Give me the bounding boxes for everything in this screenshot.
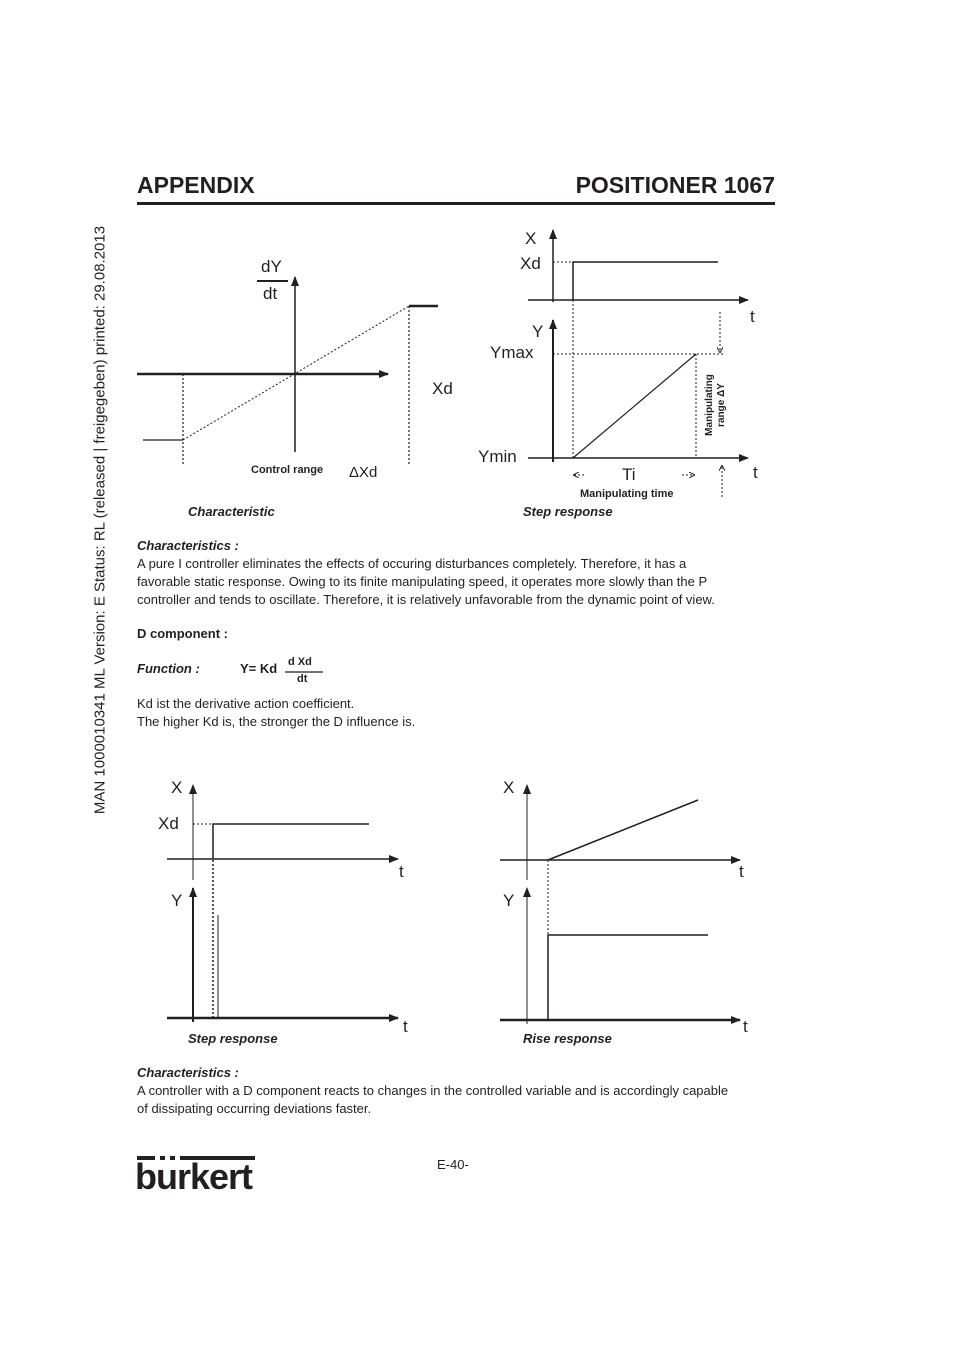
ymax-label: Ymax: [490, 343, 534, 362]
function-label: Function :: [137, 661, 200, 676]
paragraph-line: Kd ist the derivative action coefficient.: [137, 696, 355, 711]
rise-response-caption: Rise response: [523, 1031, 612, 1046]
t-axis-label: t: [739, 862, 744, 881]
t-axis-label: t: [743, 1017, 748, 1036]
t-axis-label: t: [403, 1017, 408, 1036]
paragraph-line: The higher Kd is, the stronger the D influence is.: [137, 714, 416, 729]
xd-label: Xd: [520, 254, 541, 273]
dt-label: dt: [263, 284, 278, 303]
x-axis-label: X: [525, 229, 537, 248]
step-response-caption: Step response: [188, 1031, 278, 1046]
t-axis-label: t: [399, 862, 404, 881]
logo-text: burkert: [135, 1156, 253, 1197]
ymin-label: Ymin: [478, 447, 517, 466]
d-step-response-diagram: [167, 785, 398, 1022]
delta-xd-label: ΔXd: [349, 464, 378, 481]
manipulating-range-label-2: range ΔY: [716, 383, 727, 427]
characteristics-heading: Characteristics :: [137, 538, 239, 553]
y-axis-label: Y: [532, 322, 544, 341]
step-response-caption: Step response: [523, 504, 613, 519]
paragraph-line: of dissipating occurring deviations faster.: [137, 1101, 372, 1116]
characteristic-caption: Characteristic: [188, 504, 275, 519]
characteristic-diagram: [137, 277, 438, 465]
xd-label: Xd: [158, 814, 179, 833]
burkert-logo: [135, 1156, 255, 1197]
t-axis-label: t: [753, 463, 758, 482]
y-axis-label: Y: [171, 891, 183, 910]
paragraph-line: A pure I controller eliminates the effects of occuring disturbances completely. Therefore, it has a: [137, 556, 687, 571]
i-step-response-diagram: [528, 230, 748, 497]
section-title: APPENDIX: [137, 172, 255, 198]
d-component-heading: D component :: [137, 626, 228, 641]
formula-numerator: d Xd: [288, 656, 312, 668]
product-title: POSITIONER 1067: [575, 172, 775, 198]
paragraph-line: controller and tends to oscillate. Therefore, it is relatively unfavorable from the dynamic point of view.: [137, 592, 715, 607]
t-axis-label: t: [750, 307, 755, 326]
y-axis-label: Y: [503, 891, 515, 910]
document-status-sidebar-text: MAN 1000010341 ML Version: E Status: RL (released | freigegeben) printed: 29.08.2013: [91, 225, 109, 815]
control-range-label: Control range: [251, 464, 324, 476]
formula-denominator: dt: [297, 673, 308, 685]
x-axis-label: X: [503, 778, 515, 797]
paragraph-line: A controller with a D component reacts to changes in the controlled variable and is accordingly capable: [137, 1083, 729, 1098]
paragraph-line: favorable static response. Owing to its finite manipulating speed, it operates more slowly than the P: [137, 574, 708, 589]
dy-label: dY: [261, 257, 282, 276]
formula-lhs: Y= Kd: [240, 661, 278, 676]
page-number: E-40-: [437, 1157, 469, 1172]
manipulating-time-label: Manipulating time: [580, 488, 674, 500]
ti-label: Ti: [622, 465, 636, 484]
xd-axis-label: Xd: [432, 379, 453, 398]
d-rise-response-diagram: [500, 785, 740, 1024]
x-axis-label: X: [171, 778, 183, 797]
characteristics-heading: Characteristics :: [137, 1065, 239, 1080]
manipulating-range-label: Manipulating: [704, 374, 715, 436]
